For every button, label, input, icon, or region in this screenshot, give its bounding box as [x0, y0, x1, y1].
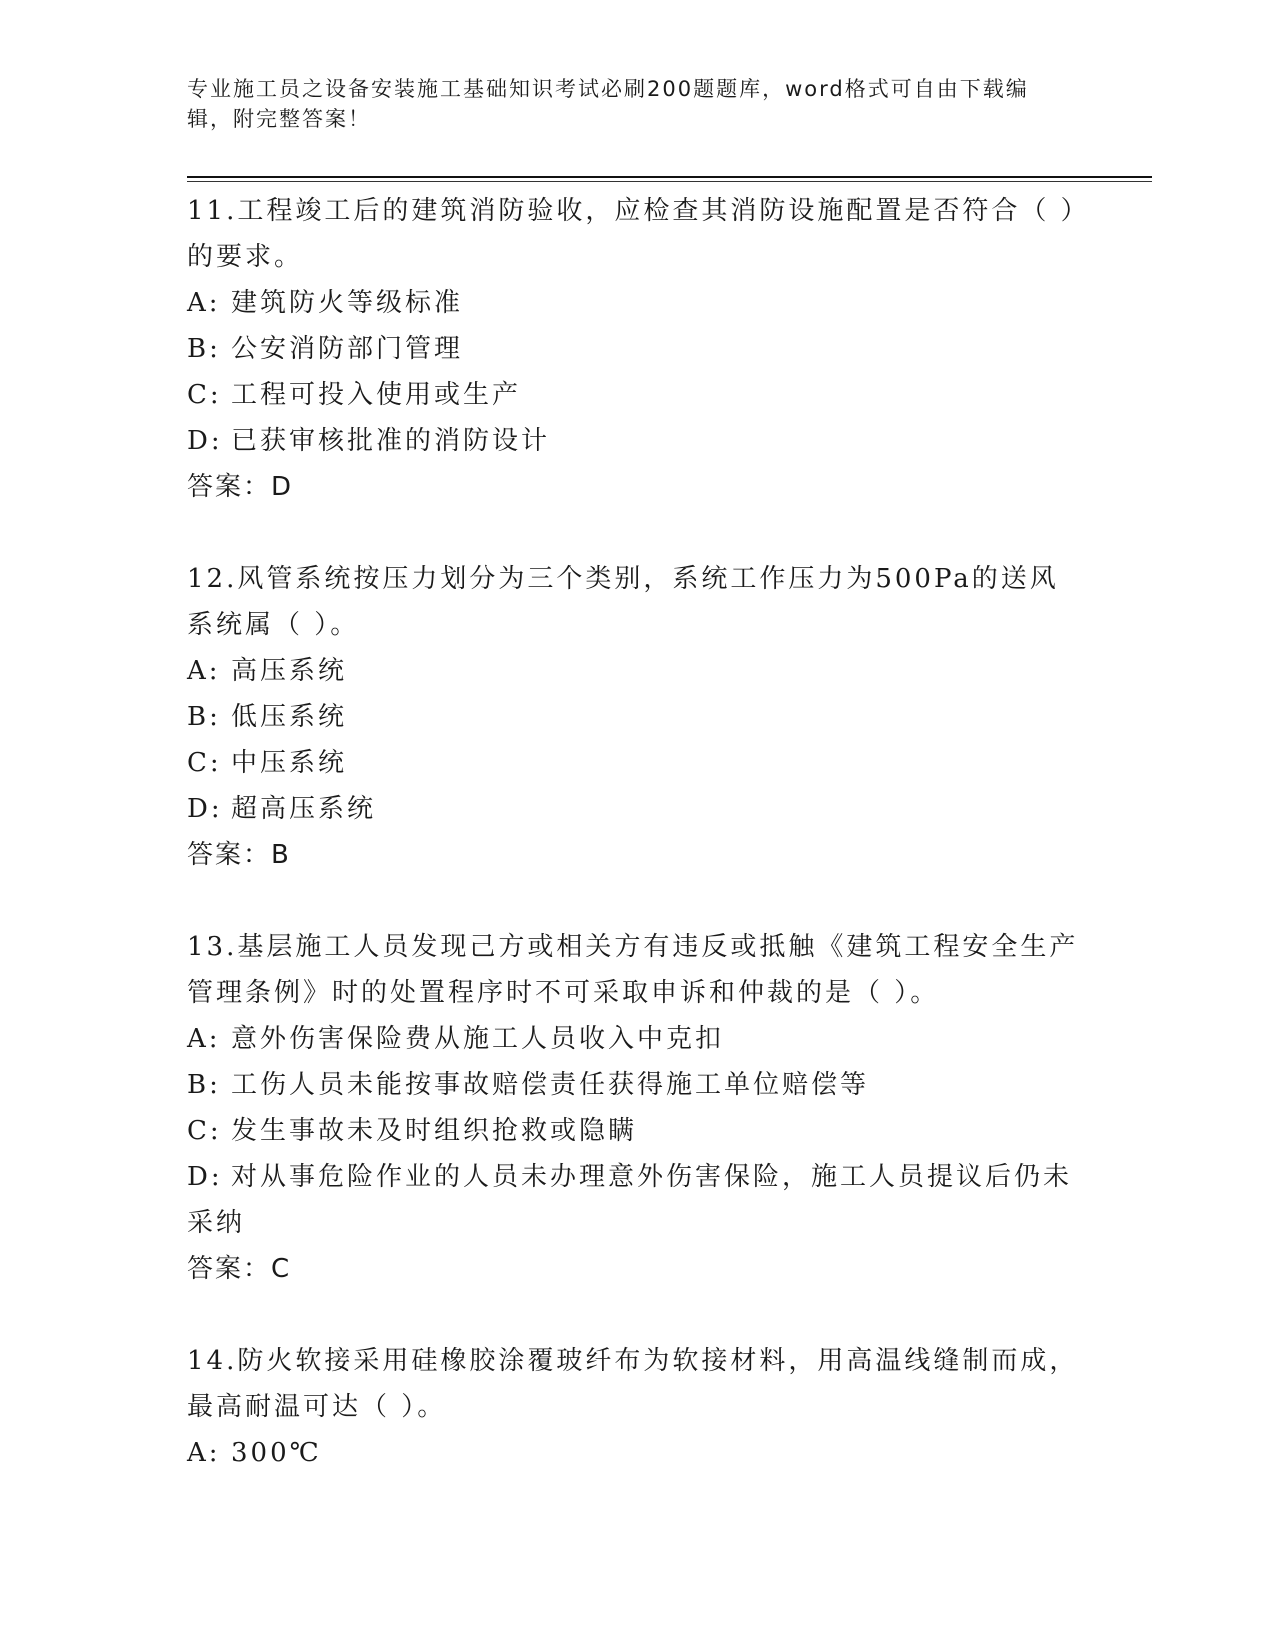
option-letter: C: [187, 748, 222, 778]
option-c [187, 1108, 1087, 1154]
option-text: 高压系统 [231, 656, 348, 686]
option-letter: B: [187, 1070, 221, 1100]
option-text: 中压系统 [231, 748, 348, 778]
option-letter: A: [187, 1024, 221, 1054]
option-text: 工程可投入使用或生产 [231, 380, 522, 410]
option-d [187, 786, 1087, 832]
option-letter: B: [187, 702, 221, 732]
document-header: 专业施工员之设备安装施工基础知识考试必刷200题题库，word格式可自由下载编辑，附完整答案！ [187, 77, 1029, 131]
option-letter: C: [187, 380, 222, 410]
question-stem: 11.工程竣工后的建筑消防验收，应检查其消防设施配置是否符合（ ）的要求。 [187, 196, 1077, 272]
option-text: 公安消防部门管理 [231, 334, 464, 364]
option-text: 工伤人员未能按事故赔偿责任获得施工单位赔偿等 [231, 1070, 870, 1100]
question-14 [187, 1338, 1087, 1476]
option-letter: D: [187, 426, 223, 456]
option-letter: B: [187, 334, 221, 364]
answer-line: 答案：B [187, 840, 291, 870]
question-stem: 13.基层施工人员发现己方或相关方有违反或抵触《建筑工程安全生产管理条例》时的处置程序时不可采取申诉和仲裁的是（ ）。 [187, 932, 1079, 1008]
option-letter: D: [187, 1162, 223, 1192]
answer-line: 答案：D [187, 472, 294, 502]
option-letter: C: [187, 1116, 222, 1146]
option-a [187, 648, 1087, 694]
option-a [187, 280, 1087, 326]
answer-line: 答案：C [187, 1254, 292, 1284]
option-letter: D: [187, 794, 223, 824]
option-d [187, 418, 1087, 464]
question-12 [187, 556, 1087, 878]
option-text: 低压系统 [231, 702, 348, 732]
question-13 [187, 924, 1087, 1292]
option-letter: A: [187, 1438, 221, 1468]
option-d [187, 1154, 1087, 1246]
option-a [187, 1016, 1087, 1062]
option-text: 发生事故未及时组织抢救或隐瞒 [231, 1116, 638, 1146]
option-b [187, 694, 1087, 740]
header-divider-thin [187, 181, 1152, 182]
option-text: 建筑防火等级标准 [231, 288, 464, 318]
option-c [187, 372, 1087, 418]
option-b [187, 1062, 1087, 1108]
option-letter: A: [187, 288, 221, 318]
option-c [187, 740, 1087, 786]
option-text: 已获审核批准的消防设计 [231, 426, 551, 456]
question-11 [187, 188, 1087, 510]
option-letter: A: [187, 656, 221, 686]
question-stem: 14.防火软接采用硅橡胶涂覆玻纤布为软接材料，用高温线缝制而成，最高耐温可达（ ）。 [187, 1346, 1079, 1422]
option-b [187, 326, 1087, 372]
option-a [187, 1430, 1087, 1476]
option-text: 意外伤害保险费从施工人员收入中克扣 [231, 1024, 725, 1054]
option-text: 对从事危险作业的人员未办理意外伤害保险，施工人员提议后仍未采纳 [187, 1162, 1073, 1238]
header-divider-thick [187, 176, 1152, 178]
question-list [187, 188, 1087, 1522]
option-text: 300℃ [231, 1438, 322, 1468]
question-stem: 12.风管系统按压力划分为三个类别，系统工作压力为500Pa的送风系统属（ ）。 [187, 564, 1059, 640]
option-text: 超高压系统 [231, 794, 377, 824]
